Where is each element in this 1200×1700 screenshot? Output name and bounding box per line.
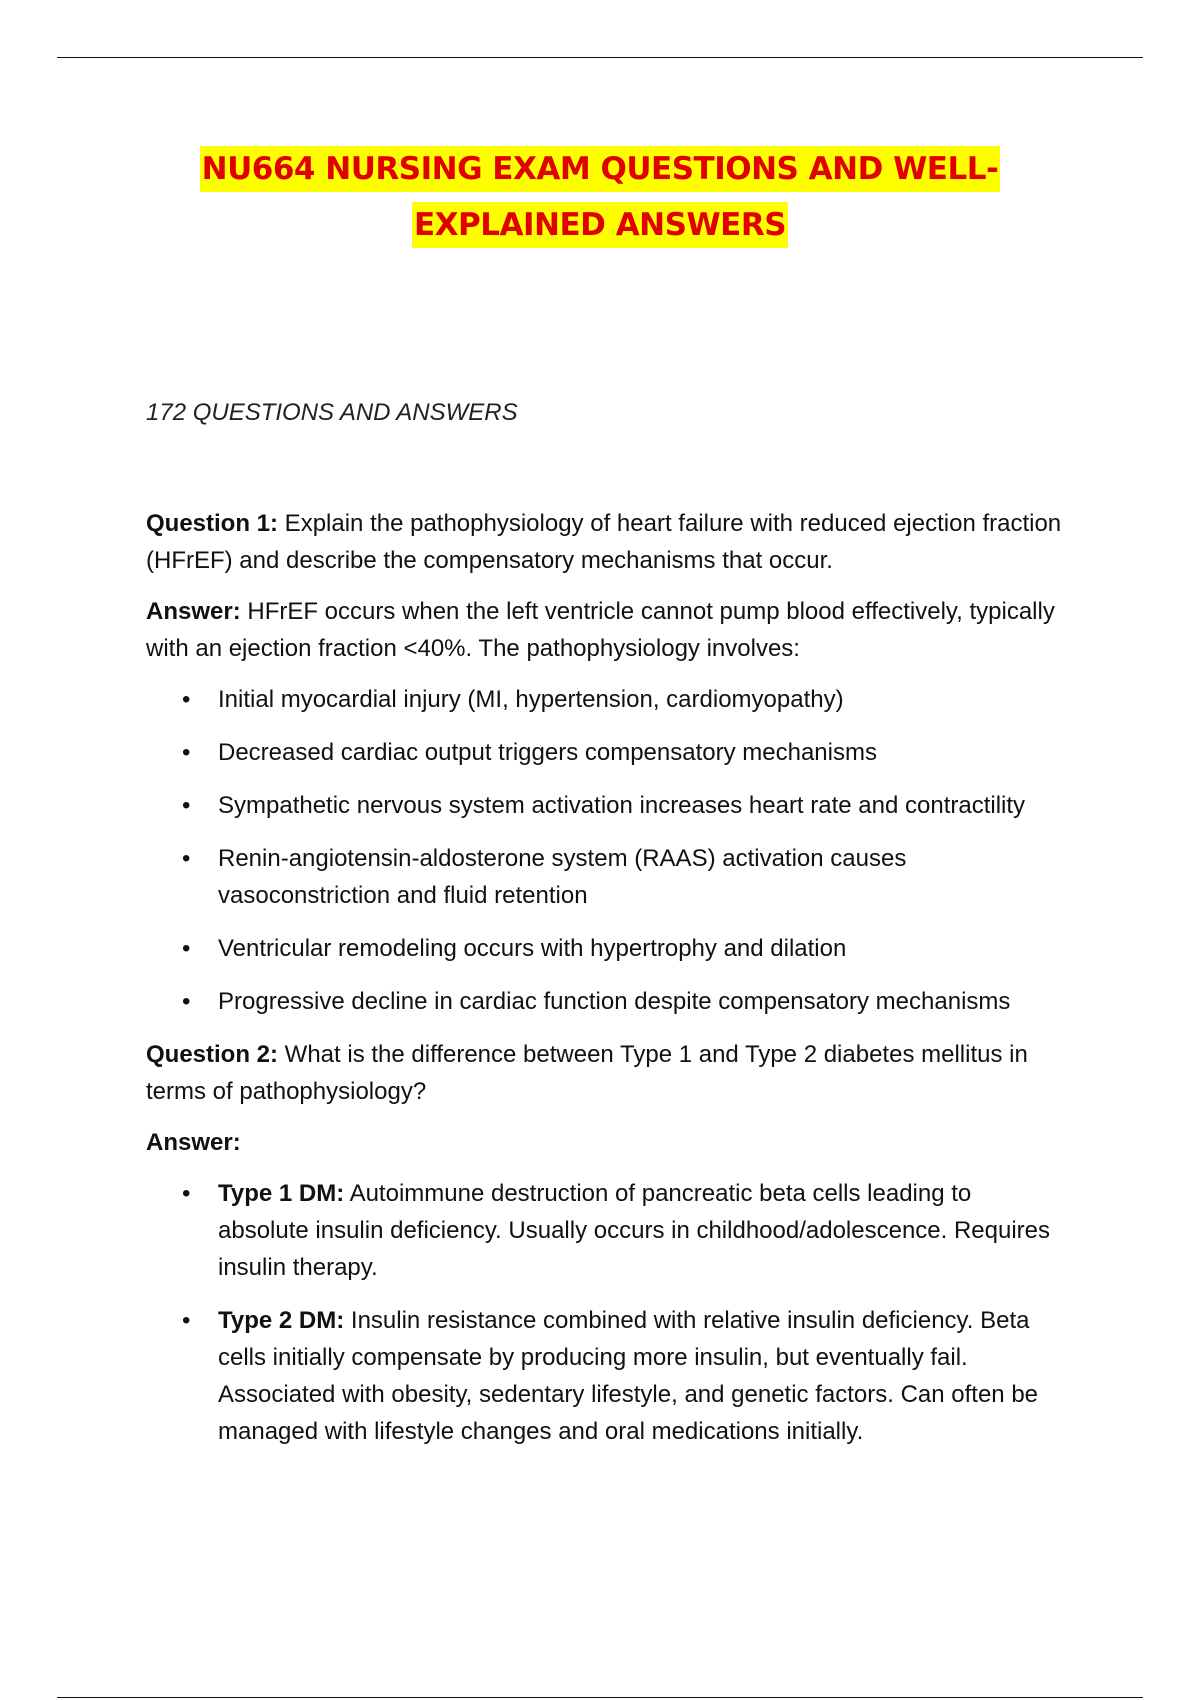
document-body: [146, 505, 1066, 1466]
list-item: [146, 1302, 1066, 1450]
top-rule: [57, 57, 1143, 58]
answer-1-text: HFrEF occurs when the left ventricle cannot pump blood effectively, typically with an ejection fraction <40%. The pathophysiology involves:: [146, 598, 1055, 662]
answer-1: [146, 593, 1066, 667]
answer-2-list: [146, 1175, 1066, 1450]
question-1-text: Explain the pathophysiology of heart failure with reduced ejection fraction (HFrEF) and describe the compensatory mechanisms that occur.: [146, 510, 1062, 574]
answer-1-label: Answer:: [146, 598, 241, 625]
type1-label: Type 1 DM:: [218, 1180, 345, 1207]
list-item: [146, 1175, 1066, 1286]
list-item: • Ventricular remodeling occurs with hypertrophy and dilation: [146, 930, 1066, 967]
list-item: • Progressive decline in cardiac function despite compensatory mechanisms: [146, 983, 1066, 1020]
list-item: • Initial myocardial injury (MI, hypertension, cardiomyopathy): [146, 681, 1066, 718]
bottom-rule: [57, 1697, 1143, 1698]
type2-text: Insulin resistance combined with relative insulin deficiency. Beta cells initially compensate by producing more insulin, but eventually fail. Associated with obesity, sedentary lifestyle, and genetic factors. Can often be managed with lifestyle changes and oral medications initially.: [218, 1307, 1039, 1445]
question-1-label: Question 1:: [146, 510, 279, 537]
question-count-subtitle: 172 QUESTIONS AND ANSWERS: [146, 399, 518, 426]
question-2-label: Question 2:: [146, 1041, 279, 1068]
list-item: • Decreased cardiac output triggers compensatory mechanisms: [146, 734, 1066, 771]
answer-2-label: Answer:: [146, 1129, 241, 1156]
question-2-text: What is the difference between Type 1 and Type 2 diabetes mellitus in terms of pathophysiology?: [146, 1041, 1028, 1105]
title-line-1: NU664 NURSING EXAM QUESTIONS AND WELL-: [200, 146, 1001, 192]
list-item: • Renin-angiotensin-aldosterone system (RAAS) activation causes vasoconstriction and fluid retention: [146, 840, 1066, 914]
type1-text: Autoimmune destruction of pancreatic beta cells leading to absolute insulin deficiency. Usually occurs in childhood/adolescence. Requires insulin therapy.: [218, 1180, 1051, 1281]
document-title: [0, 146, 1200, 258]
question-2: [146, 1036, 1066, 1110]
type2-label: Type 2 DM:: [218, 1307, 345, 1334]
question-1: [146, 505, 1066, 579]
answer-1-list: [146, 681, 1066, 1020]
title-line-2: EXPLAINED ANSWERS: [412, 202, 788, 248]
list-item: • Sympathetic nervous system activation increases heart rate and contractility: [146, 787, 1066, 824]
